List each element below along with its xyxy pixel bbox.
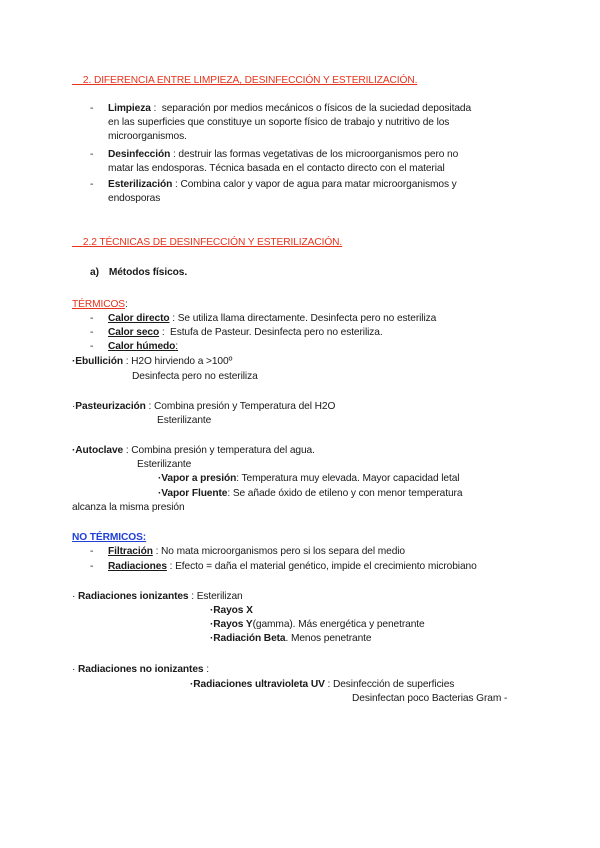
ebullicion-line2: Desinfecta pero no esteriliza [132, 371, 258, 382]
item-calor-seco: Calor seco : Estufa de Pasteur. Desinfecta pero no esteriliza. [108, 327, 383, 338]
item-calor-humedo: Calor húmedo: [108, 341, 179, 352]
section-heading-diferencia: 2. DIFERENCIA ENTRE LIMPIEZA, DESINFECCIÓN Y ESTERILIZACIÓN. [82, 75, 418, 86]
definition-esterilizacion: Esterilización : Combina calor y vapor de agua para matar microorganismos y [108, 179, 457, 190]
ebullicion: ·Ebullición : H2O hirviendo a >100º [72, 356, 233, 367]
no-termicos-title: NO TÉRMICOS: [72, 532, 147, 543]
list-dash: - [90, 341, 94, 352]
definition-limpieza-line3: microorganismos. [108, 131, 187, 142]
list-dash: - [90, 546, 94, 557]
item-calor-directo: Calor directo : Se utiliza llama directamente. Desinfecta pero no esteriliza [108, 313, 437, 324]
list-dash: - [90, 327, 94, 338]
list-dash: - [90, 313, 94, 324]
list-dash: - [90, 561, 94, 572]
definition-desinfeccion-line2: matar las endosporas. Técnica basada en el contacto directo con el material [108, 163, 445, 174]
radiaciones-no-ionizantes: · Radiaciones no ionizantes : [72, 664, 209, 675]
rayos-x: ·Rayos X [210, 605, 253, 616]
vapor-fluente: ·Vapor Fluente: Se añade óxido de etileno y con menor temperatura [158, 488, 463, 499]
radiacion-beta: ·Radiación Beta. Menos penetrante [210, 633, 372, 644]
autoclave: ·Autoclave : Combina presión y temperatura del agua. [72, 445, 315, 456]
definition-esterilizacion-line2: endosporas [108, 193, 161, 204]
definition-desinfeccion: Desinfección : destruir las formas vegetativas de los microorganismos pero no [108, 149, 459, 160]
pasteurizacion-line2: Esterilizante [157, 415, 212, 426]
list-dash: - [90, 179, 94, 190]
item-filtracion: Filtración : No mata microorganismos pero si los separa del medio [108, 546, 405, 557]
autoclave-line2: Esterilizante [137, 459, 192, 470]
list-dash: - [90, 103, 94, 114]
subheading-metodos-fisicos: a) Métodos físicos. [90, 267, 188, 278]
vapor-presion: ·Vapor a presión: Temperatura muy elevada. Mayor capacidad letal [158, 473, 460, 484]
item-radiaciones: Radiaciones : Efecto = daña el material genético, impide el crecimiento microbiano [108, 561, 477, 572]
definition-limpieza: Limpieza : separación por medios mecánicos o físicos de la suciedad depositada [108, 103, 472, 114]
vapor-fluente-line2: alcanza la misma presión [72, 502, 185, 513]
termicos-title: TÉRMICOS: [72, 299, 128, 310]
pasteurizacion: ·Pasteurización : Combina presión y Temperatura del H2O [72, 401, 336, 412]
list-dash: - [90, 149, 94, 160]
section-heading-tecnicas: 2.2 TÉCNICAS DE DESINFECCIÓN Y ESTERILIZACIÓN. [82, 237, 343, 248]
rayos-gamma: ·Rayos Y(gamma). Más energética y penetrante [210, 619, 425, 630]
definition-limpieza-line2: en las superficies que constituye un soporte físico de trabajo y nutritivo de los [108, 117, 450, 128]
radiaciones-uv-line2: Desinfectan poco Bacterias Gram - [352, 693, 508, 704]
radiaciones-ionizantes: · Radiaciones ionizantes : Esterilizan [72, 591, 243, 602]
radiaciones-uv: ·Radiaciones ultravioleta UV : Desinfección de superficies [190, 679, 455, 690]
